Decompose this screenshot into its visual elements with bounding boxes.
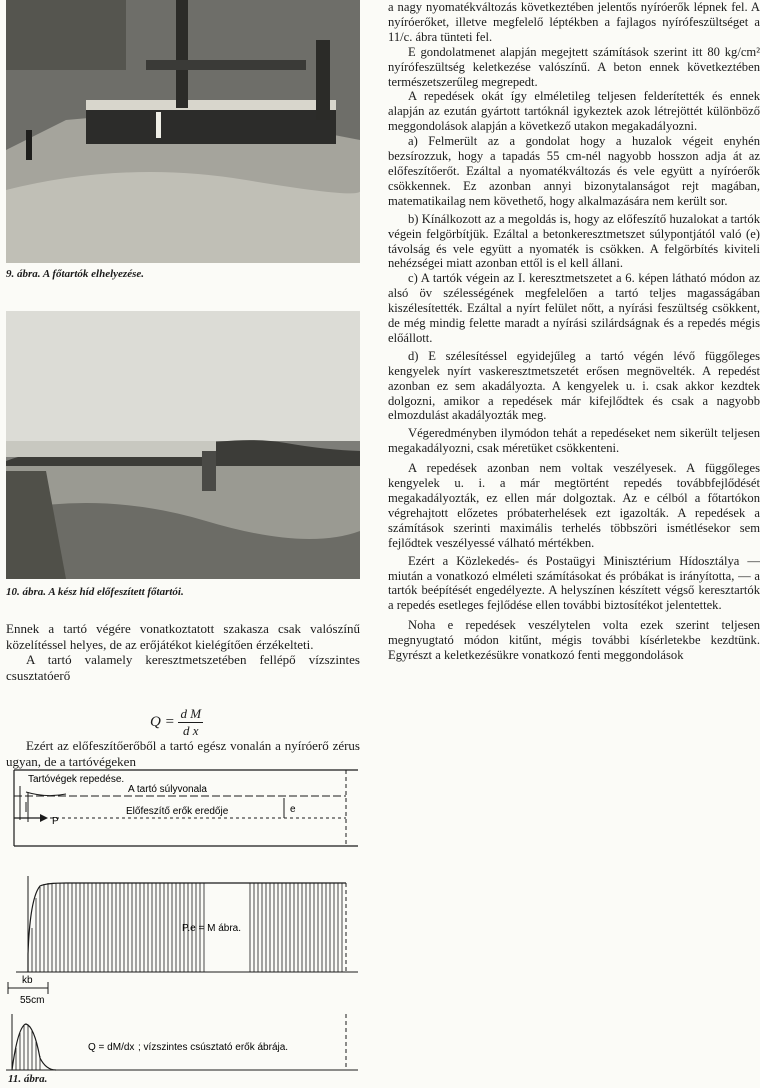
figure-11-caption: 11. ábra.	[8, 1073, 48, 1085]
right-text-column	[388, 0, 760, 663]
right-paragraph-1: E gondolatmenet alapján megejtett számítások szerint itt 80 kg/cm² nyírófeszültség keletkezése valószínű. A beton ennek következtében természetszerűleg megrepedt.	[388, 44, 760, 89]
figure-11-diagram	[6, 758, 358, 1080]
right-paragraph-7: Végeredményben ilymódon tehát a repedéseket nem sikerült teljesen megakadályozni, csak méretüket csökkenteni.	[388, 426, 760, 456]
label-centroid: A tartó súlyvonala	[128, 784, 207, 795]
right-paragraph-5: c) A tartók végein az I. keresztmetszetet a 6. képen látható módon az alsó öv szélességének megfelelően a tartó teljes magasságában kiszélesítették. Ezáltal a nyírt felület nőtt, a nyírási feszültség csökkent, de még mindig felette maradt a nyírási szilárdságnak és a repedés mégis előállott.	[388, 271, 760, 345]
left-text-column	[6, 621, 360, 683]
right-paragraph-4: b) Kínálkozott az a megoldás is, hogy az előfeszítő huzalokat a tartók végein felgörbítjük. Ezáltal a betonkeresztmetszet súlypontjától való (e) távolság és vele együtt a nyomaték is csökken. A felgörbítés kiviteli nehézségei miatt azonban ettől is el kell állani.	[388, 211, 760, 271]
label-moment: P.e = M ábra.	[182, 923, 242, 934]
left-paragraph-2: A tartó valamely keresztmetszetében fellépő vízszintes csusztatóerő	[6, 652, 360, 683]
scale-top: kb	[22, 975, 33, 986]
formula-denominator: d x	[183, 723, 199, 738]
shear-formula	[150, 706, 203, 739]
left-paragraph-1: Ennek a tartó végére vonatkoztatott szakasza csak valószínű közelítéssel helyes, de az erőjátékot kielégítően érzékelteti.	[6, 621, 360, 652]
right-paragraph-9: Ezért a Közlekedés- és Postaügyi Minisztérium Hídosztálya — miután a vonatkozó elméleti számításokat és próbákat is irányította, — a tartók beépítését engedélyezte. A helyszínen készített végső keresztartók a repedés esetleges fejlődése ellen további biztosítékot jelentettek.	[388, 553, 760, 613]
formula-lhs: Q =	[150, 713, 175, 730]
left-paragraph-3: Ezért az előfeszítőerőből a tartó egész vonalán a nyíróerő zérus ugyan, de a tartóvégeken	[6, 738, 360, 769]
figure-9-caption: 9. ábra. A főtartók elhelyezése.	[6, 268, 144, 280]
figure-10-caption: 10. ábra. A kész híd előfeszített főtartói.	[6, 586, 184, 598]
right-paragraph-8: A repedések azonban nem voltak veszélyesek. A függőleges kengyelek u. i. a már megtörtént repedés továbbfejlődését megakadályozták, ez ellen már dolgoztak. Az e célból a főtartókon végrehajtott előzetes próbaterhelések ezt igazolták. A repedések a számítások szerinti maximális terhelés többszöri ismétlésekor sem fejlődtek veszélyessé válható mértékben.	[388, 461, 760, 550]
scale-bottom: 55cm	[20, 995, 45, 1006]
right-paragraph-2: A repedések okát így elméletileg teljesen felderítették és ennek alapján az ezután gyártott tartóknál igykeztek azok létrejöttét különböző meggondolások alapján a következő utakon megakadályozni.	[388, 89, 760, 134]
right-paragraph-3: a) Felmerült az a gondolat hogy a huzalok végeit enyhén bezsírozzuk, hogy a tapadás 55 cm-nél nagyobb hosszon adja át az előfeszítőerőt. Ezáltal a nyomatékváltozás és vele együtt a nyíróerők csökkennek. Ez azonban annyi bizonytalanságot rejt magában, matematikailag nem követhető, hogy alkalmazására nem került sor.	[388, 134, 760, 208]
formula-numerator: d M	[180, 706, 202, 721]
formula-fraction	[178, 706, 203, 739]
right-paragraph-0: a nagy nyomatékváltozás következtében jelentős nyíróerők lépnek fel. A nyíróerőket, illetve megfelelő léptékben a fajlagos nyírófeszültséget a 11/c. ábra tünteti fel.	[388, 0, 760, 44]
figure-9-photo	[6, 0, 360, 263]
figure-10-photo	[6, 311, 360, 579]
label-cracks: Tartóvégek repedése.	[28, 774, 125, 785]
label-P: P	[52, 816, 59, 827]
label-prestress: Előfeszítő erők eredője	[126, 806, 229, 817]
label-e: e	[290, 804, 296, 815]
right-paragraph-10: Noha e repedések veszélytelen volta ezek szerint teljesen megnyugtató módon kitűnt, mégis további kísérletekbe kezdtünk. Egyrészt a keletkezésükre vonatkozó fenti meggondolások	[388, 618, 760, 663]
label-shear: ; vízszintes csúsztató erők ábrája.	[138, 1042, 289, 1053]
label-shear-formula: Q = dM/dx	[88, 1042, 135, 1053]
right-paragraph-6: d) E szélesítéssel egyidejűleg a tartó végén lévő függőleges kengyelek nyírt vaskeresztmetszetét erősen megnövelték. A repedést azonban ez sem akadályozta. A kengyelek u. i. csak akkor kezdtek dolgozni, amikor a repedések már kifejlődtek és csak a nagyobb elmozdulást akadályozták meg.	[388, 348, 760, 423]
